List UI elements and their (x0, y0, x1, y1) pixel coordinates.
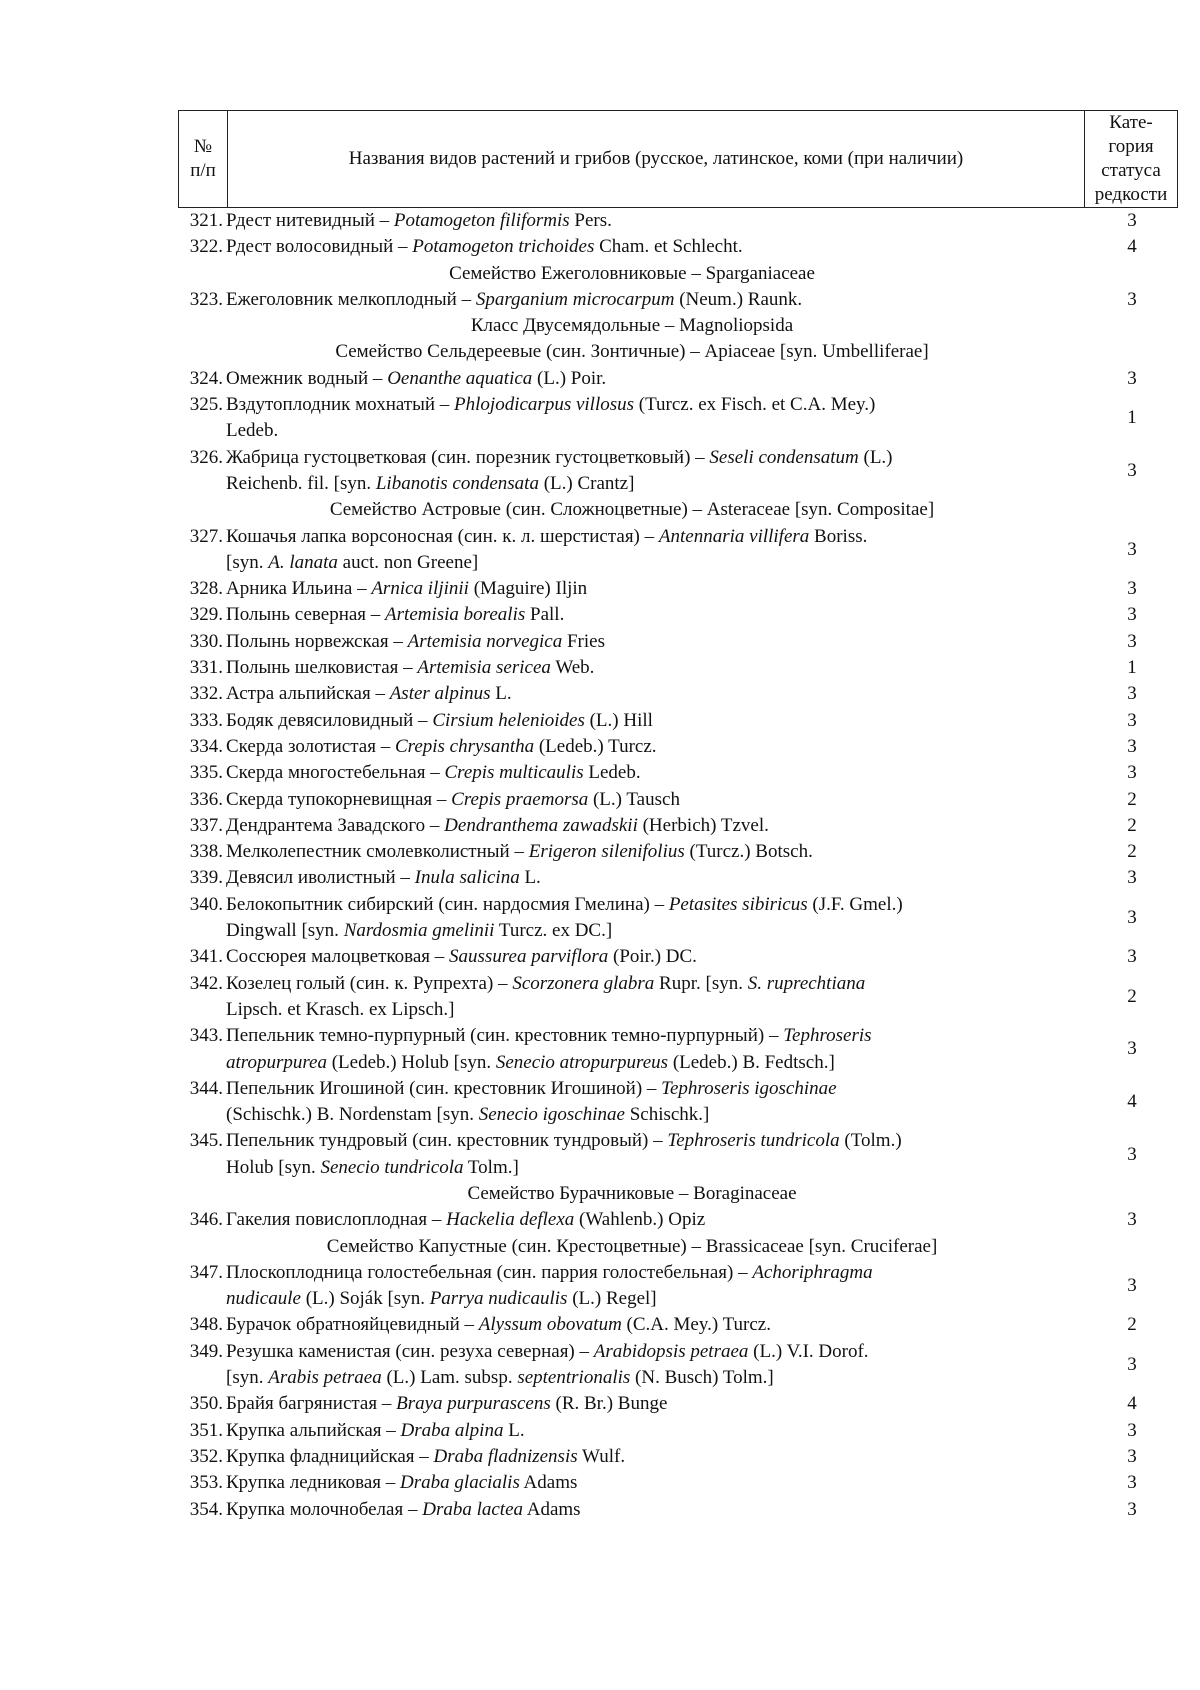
species-number: 345. (189, 1130, 223, 1152)
species-row (178, 208, 1178, 234)
rarity-category: 3 (1127, 735, 1137, 757)
rarity-category: 3 (1127, 906, 1137, 928)
species-row (178, 1260, 1178, 1313)
species-row (178, 655, 1178, 681)
species-number: 344. (189, 1077, 223, 1099)
species-row (178, 1418, 1178, 1444)
species-number: 336. (189, 788, 223, 810)
family-heading: Класс Двусемядольные – Magnoliopsida (470, 315, 794, 337)
species-name: Козелец голый (син. к. Рупрехта) – Scorzonera glabra Rupr. [syn. S. ruprechtiana Lipsch. et Krasch. ex Lipsch.] (226, 972, 866, 1020)
species-row (178, 524, 1178, 577)
species-number: 323. (189, 288, 223, 310)
species-name: Скерда тупокорневищная – Crepis praemorsa (L.) Tausch (226, 788, 680, 810)
species-row (178, 734, 1178, 760)
species-number: 341. (189, 946, 223, 968)
rarity-category: 3 (1127, 946, 1137, 968)
species-number: 322. (189, 236, 223, 258)
species-number: 324. (189, 367, 223, 389)
species-number: 347. (189, 1261, 223, 1283)
header-number: № п/п (179, 111, 228, 208)
rarity-category: 4 (1127, 1090, 1137, 1112)
species-row (178, 813, 1178, 839)
species-number: 325. (189, 394, 223, 416)
species-name: Пепельник темно-пурпурный (син. крестовник темно-пурпурный) – Tephroseris atropurpurea (Ledeb.) Holub [syn. Senecio atropurpureus (Ledeb.) B. Fedtsch.] (226, 1025, 872, 1073)
species-row (178, 708, 1178, 734)
species-name: Крупка ледниковая – Draba glacialis Adams (226, 1472, 578, 1494)
species-row (178, 1339, 1178, 1392)
rarity-category: 4 (1127, 236, 1137, 258)
species-number: 337. (189, 814, 223, 836)
species-name: Резушка каменистая (син. резуха северная) – Arabidopsis petraea (L.) V.I. Dorof. [syn. Arabis petraea (L.) Lam. subsp. septentrionalis (N. Busch) Tolm.] (226, 1340, 869, 1389)
species-number: 327. (189, 525, 223, 547)
species-row (178, 681, 1178, 707)
species-number: 339. (189, 867, 223, 889)
rarity-category: 3 (1127, 1419, 1137, 1441)
species-name: Брайя багрянистая – Braya purpurascens (R. Br.) Bunge (226, 1393, 668, 1415)
species-row (178, 892, 1178, 945)
header-category: Кате- гория статуса редкости (1085, 111, 1178, 208)
rarity-category: 2 (1127, 985, 1137, 1007)
family-heading: Семейство Сельдереевые (син. Зонтичные) – Apiaceae [syn. Umbelliferae] (335, 341, 929, 363)
species-row (178, 1444, 1178, 1470)
species-row (178, 1207, 1178, 1233)
species-row (178, 234, 1178, 260)
rarity-category: 3 (1127, 459, 1137, 481)
rarity-category: 3 (1127, 1445, 1137, 1467)
rarity-category: 3 (1127, 683, 1137, 705)
species-name: Рдест волосовидный – Potamogeton trichoides Cham. et Schlecht. (226, 236, 743, 258)
species-row (178, 602, 1178, 628)
rarity-category: 3 (1127, 709, 1137, 731)
rarity-category: 3 (1127, 210, 1137, 231)
species-name: Вздутоплодник мохнатый – Phlojodicarpus villosus (Turcz. ex Fisch. et C.A. Mey.) Ledeb. (226, 394, 876, 442)
species-name: Астра альпийская – Aster alpinus L. (226, 683, 512, 705)
rarity-category: 3 (1127, 630, 1137, 652)
species-name: Жабрица густоцветковая (син. порезник густоцветковый) – Seseli condensatum (L.) Reichenb. fil. [syn. Libanotis condensata (L.) Crantz] (226, 446, 893, 494)
species-name: Крупка молочнобелая – Draba lactea Adams (226, 1498, 581, 1520)
species-number: 352. (189, 1445, 223, 1467)
species-number: 343. (189, 1025, 223, 1047)
rarity-category: 3 (1127, 1353, 1137, 1375)
species-name: Бодяк девясиловидный – Cirsium helenioides (L.) Hill (226, 709, 653, 731)
species-name: Пепельник тундровый (син. крестовник тундровый) – Tephroseris tundricola (Tolm.) Holub [syn. Senecio tundricola Tolm.] (226, 1130, 902, 1178)
species-row (178, 944, 1178, 970)
species-name: Полынь северная – Artemisia borealis Pall. (226, 604, 565, 626)
rarity-category: 3 (1127, 1472, 1137, 1494)
species-name: Белокопытник сибирский (син. нардосмия Гмелина) – Petasites sibiricus (J.F. Gmel.) Dingwall [syn. Nardosmia gmelinii Turcz. ex DC.] (226, 893, 903, 942)
species-number: 326. (189, 446, 223, 468)
species-name: Крупка фладницийская – Draba fladnizensis Wulf. (226, 1445, 626, 1467)
header-names: Названия видов растений и грибов (русское, латинское, коми (при наличии) (228, 111, 1085, 208)
rarity-category: 3 (1127, 1209, 1137, 1231)
species-name: Кошачья лапка ворсоносная (син. к. л. шерстистая) – Antennaria villifera Boriss. [syn. A. lanata auct. non Greene] (226, 525, 868, 573)
table-header (178, 110, 1178, 208)
rarity-category: 3 (1127, 1498, 1137, 1520)
rarity-category: 2 (1127, 841, 1137, 863)
species-number: 321. (189, 210, 223, 231)
species-row (178, 629, 1178, 655)
document-page (178, 110, 1178, 1523)
species-name: Мелколепестник смолевколистный – Erigeron silenifolius (Turcz.) Botsch. (226, 841, 813, 863)
species-name: Крупка альпийская – Draba alpina L. (226, 1419, 525, 1441)
rarity-category: 2 (1127, 788, 1137, 810)
species-number: 338. (189, 841, 223, 863)
species-name: Полынь норвежская – Artemisia norvegica Fries (226, 630, 605, 652)
species-number: 342. (189, 972, 223, 994)
species-name: Скерда золотистая – Crepis chrysantha (Ledeb.) Turcz. (226, 735, 657, 757)
rarity-category: 3 (1127, 1275, 1137, 1297)
rarity-category: 3 (1127, 867, 1137, 889)
species-number: 349. (189, 1340, 223, 1362)
species-number: 335. (189, 762, 223, 784)
species-number: 329. (189, 604, 223, 626)
species-number: 351. (189, 1419, 223, 1441)
rarity-category: 3 (1127, 604, 1137, 626)
family-heading: Семейство Капустные (син. Крестоцветные) – Brassicaceae [syn. Cruciferae] (326, 1235, 938, 1257)
species-name: Девясил иволистный – Inula salicina L. (226, 867, 541, 889)
species-row (178, 366, 1178, 392)
species-row (178, 1312, 1178, 1338)
species-name: Пепельник Игошиной (син. крестовник Игошиной) – Tephroseris igoschinae (Schischk.) B. Nordenstam [syn. Senecio igoschinae Schischk.] (226, 1077, 837, 1126)
species-number: 340. (189, 893, 223, 915)
family-heading: Семейство Астровые (син. Сложноцветные) – Asteraceae [syn. Compositae] (329, 499, 935, 521)
rarity-category: 3 (1127, 762, 1137, 784)
species-list (178, 208, 1178, 1523)
species-row (178, 1023, 1178, 1076)
species-name: Арника Ильина – Arnica iljinii (Maguire) Iljin (226, 578, 588, 600)
species-row (178, 1128, 1178, 1181)
species-row (178, 865, 1178, 891)
species-name: Дендрантема Завадского – Dendranthema zawadskii (Herbich) Tzvel. (226, 814, 769, 836)
species-number: 348. (189, 1314, 223, 1336)
family-heading: Семейство Бурачниковые – Boraginaceae (467, 1182, 797, 1204)
species-number: 332. (189, 683, 223, 705)
species-row (178, 445, 1178, 498)
species-number: 350. (189, 1393, 223, 1415)
species-name: Гакелия повислоплодная – Hackelia deflexa (Wahlenb.) Opiz (226, 1209, 706, 1231)
species-row (178, 787, 1178, 813)
species-row (178, 971, 1178, 1024)
rarity-category: 3 (1127, 538, 1137, 560)
species-row (178, 1497, 1178, 1523)
species-name: Соссюрея малоцветковая – Saussurea parviflora (Poir.) DC. (226, 946, 697, 968)
species-name: Полынь шелковистая – Artemisia sericea Web. (226, 657, 595, 679)
species-number: 331. (189, 657, 223, 679)
species-number: 353. (189, 1472, 223, 1494)
species-number: 330. (189, 630, 223, 652)
rarity-category: 1 (1127, 657, 1137, 679)
species-name: Плоскоплодница голостебельная (син. паррия голостебельная) – Achoriphragma nudicaule (L.) Soják [syn. Parrya nudicaulis (L.) Regel] (226, 1261, 873, 1310)
species-number: 333. (189, 709, 223, 731)
species-name: Рдест нитевидный – Potamogeton filiformis Pers. (226, 210, 612, 231)
rarity-category: 3 (1127, 1143, 1137, 1165)
rarity-category: 1 (1127, 407, 1137, 429)
species-name: Омежник водный – Oenanthe aquatica (L.) Poir. (226, 367, 607, 389)
species-number: 354. (189, 1498, 223, 1520)
rarity-category: 3 (1127, 578, 1137, 600)
species-name: Бурачок обратнояйцевидный – Alyssum obovatum (C.A. Mey.) Turcz. (226, 1314, 771, 1336)
rarity-category: 3 (1127, 288, 1137, 310)
rarity-category: 2 (1127, 1314, 1137, 1336)
species-row (178, 287, 1178, 313)
rarity-category: 3 (1127, 367, 1137, 389)
species-number: 328. (189, 578, 223, 600)
species-row (178, 1470, 1178, 1496)
species-row (178, 392, 1178, 445)
rarity-category: 3 (1127, 1038, 1137, 1060)
family-heading: Семейство Ежеголовниковые – Sparganiaceae (449, 262, 815, 284)
rarity-category: 4 (1127, 1393, 1137, 1415)
species-row (178, 760, 1178, 786)
species-row (178, 576, 1178, 602)
species-name: Скерда многостебельная – Crepis multicaulis Ledeb. (226, 762, 641, 784)
species-name: Ежеголовник мелкоплодный – Sparganium microcarpum (Neum.) Raunk. (226, 288, 803, 310)
rarity-category: 2 (1127, 814, 1137, 836)
species-number: 346. (189, 1209, 223, 1231)
species-row (178, 839, 1178, 865)
species-number: 334. (189, 735, 223, 757)
species-row (178, 1391, 1178, 1417)
species-row (178, 1076, 1178, 1129)
